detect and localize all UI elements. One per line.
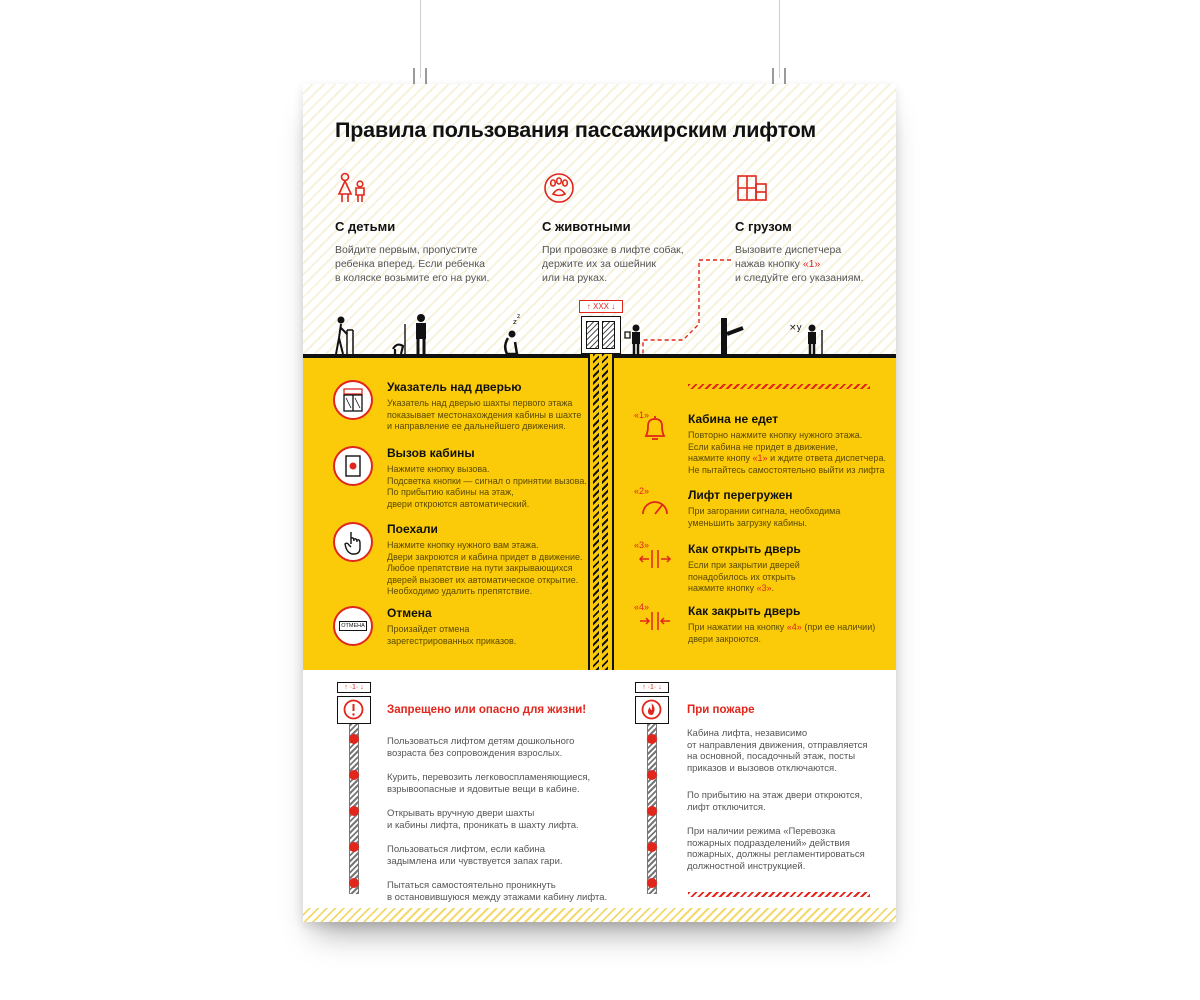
item-heading: Отмена: [387, 606, 432, 620]
svg-text:z: z: [513, 318, 517, 326]
hatch-divider: [688, 384, 870, 389]
item-text: Нажмите кнопку вызова. Подсветка кнопки — сигнал о принятии вызова. По прибытию кабины на этаж, двери откроются автоматический.: [387, 464, 587, 509]
bullet-dot: [349, 842, 359, 852]
elevator-door: [581, 316, 621, 354]
danger-item: Пользоваться лифтом, если кабина задымлена или чувствуется запах гари.: [387, 844, 563, 867]
bullet-dot: [647, 878, 657, 888]
danger-item: Пользоваться лифтом детям дошкольного возраста без сопровождения взрослых.: [387, 736, 575, 759]
fire-icon: [635, 696, 669, 724]
danger-item: Открывать вручную двери шахты и кабины лифта, проникать в шахту лифта.: [387, 808, 579, 831]
rule-heading: С животными: [542, 219, 631, 234]
item-heading: Поехали: [387, 522, 438, 536]
bullet-dot: [349, 878, 359, 888]
hanging-wire-right: [779, 0, 780, 78]
item-heading: Вызов кабины: [387, 446, 475, 460]
poster-title: Правила пользования пассажирским лифтом: [335, 118, 817, 142]
warning-icon: [337, 696, 371, 724]
bullet-dot: [349, 770, 359, 780]
bullet-dot: [349, 806, 359, 816]
item-text: Нажмите кнопку нужного вам этажа. Двери закроются и кабина придет в движение. Любое препятствие на пути закрывающихся дверей вызовет их автоматическое открытие. Необходимо удалить препятствие.: [387, 540, 583, 597]
item-text: Повторно нажмите кнопку нужного этажа. Если кабина не придет в движение, нажмите кнопу «1» и ждите ответа диспетчера. Не пытайтесь самостоятельно выйти из лифта: [688, 430, 886, 475]
elevator-shaft: [588, 354, 614, 670]
item-text: При загорании сигнала, необходима уменьшить загрузку кабины.: [688, 506, 841, 528]
item-heading: Указатель над дверью: [387, 380, 522, 394]
danger-item: Пытаться самостоятельно проникнуть в остановившуюся между этажами кабину лифта.: [387, 880, 608, 903]
bullet-dot: [349, 734, 359, 744]
item-text: Произайдет отмена зарегестрированных приказов.: [387, 624, 517, 646]
call-button-icon: [333, 446, 373, 486]
item-heading: Как открыть дверь: [688, 542, 801, 556]
item-text: При нажатии на кнопку «4» (при ее наличии) двери закроются.: [688, 622, 876, 644]
item-text: Указатель над дверью шахты первого этажа показывает местонахождения кабины в шахте и направление ее дальнейшего движения.: [387, 398, 582, 432]
fire-item: Кабина лифта, независимо от направления движения, отправляется на основной, посадочный этаж, посты приказов и вызовов отключаются.: [687, 728, 868, 774]
fire-heading: При пожаре: [687, 704, 755, 716]
rule-text: Войдите первым, пропустите ребенка вперед. Если ребенка в коляске возьмите его на руки.: [335, 244, 490, 284]
safety-section: [303, 670, 896, 922]
hatch-divider: [688, 892, 870, 897]
cancel-button-icon: [333, 606, 373, 646]
elevator-door-icon: [333, 380, 373, 420]
bullet-dot: [647, 734, 657, 744]
fire-item: При наличии режима «Перевозка пожарных подразделений» действия пожарных, должны регламентироваться должностной инструкцией.: [687, 826, 865, 872]
bottom-stripe: [303, 908, 896, 922]
hanging-wire-left: [420, 0, 421, 78]
svg-text:z: z: [517, 313, 521, 320]
danger-heading: Запрещено или опасно для жизни!: [387, 704, 587, 716]
item-heading: Как закрыть дверь: [688, 604, 801, 618]
cancel-button-label: ОТМЕНА: [339, 621, 367, 631]
danger-item: Курить, перевозить легковоспламеняющиеся, взрывоопасные и ядовитые вещи в кабине.: [387, 772, 591, 795]
danger-indicator: ↑ ·1· ↓: [337, 682, 371, 693]
poster: Правила пользования пассажирским лифтом С детьми Войдите первым, пропустите ребенка вперед. Если ребенка в коляске возьмите его на руки. С животными При провозке в лифте собак, держите их за ошейник или на руках. С грузом Вызовите диспетчера нажав кнопку «1» и следуйте его указаниям. z z ×y ↑ XXX ↓ Указатель над дверью Указатель над дверью шахты первого этажа показывает местонахождения кабины в шахте и направление ее дальнейшего движения. Вызов кабины Нажмите кнопку вызова. Подсветка кнопки — сигнал о принятии вызова. По прибытию кабины на этаж, двери откроются автоматический. Поехали Нажмите кнопку нужного вам этажа. Двери закроются и кабина придет в движение. Любое препятствие на пути закрывающихся дверей вызовет их автоматическое открытие. Необходимо удалить препятствие. ОТМЕНА Отмена Произайдет отмена зарегестрированных приказов. «1» Кабина не едет Повторно нажмите кнопку нужного этажа. Если кабина не придет в движение, нажмите кнопу «1» и ждите ответа диспетчера. Не пытайтесь самостоятельно выйти из лифта «2» Лифт перегружен При загорании сигнала, необходима уменьшить загрузку кабины. «3» Как открыть дверь Если при закрытии дверей понадобилось их открыть нажмите кнопку «3». «4» Как закрыть дверь При нажатии на кнопку «4» (при ее наличии) двери закроются. ↑ ·1· ↓ Запрещено или опасно для жизни! Пользоваться лифтом детям дошкольного возраста без сопровождения взрослых. Курить, перевозить легковоспламеняющиеся, взрывоопасные и ядовитые вещи в кабине. Открывать вручную двери шахты и кабины лифта, проникать в шахту лифта. Пользоваться лифтом, если кабина задымлена или чувствуется запах гари. Пытаться самостоятельно проникнуть в остановившуюся между этажами кабину лифта. ↑ ·1· ↓ При пожаре Кабина лифта, независимо от направления движения, отправляется на основной, посадочный этаж, посты приказов и вызовов отключаются. По прибытию на этаж двери откроются, лифт отключится. При наличии режима «Перевозка пожарных подразделений» действия пожарных, должны регламентироваться должностной инструкцией.: [303, 84, 896, 922]
bullet-dot: [647, 842, 657, 852]
item-text: Если при закрытии дверей понадобилось их открыть нажмите кнопку «3».: [688, 560, 800, 594]
elevator-indicator: ↑ XXX ↓: [579, 300, 623, 313]
bell-icon: [640, 414, 670, 442]
fire-indicator: ↑ ·1· ↓: [635, 682, 669, 693]
svg-text:×y: ×y: [789, 323, 802, 333]
fire-item: По прибытию на этаж двери откроются, лифт отключится.: [687, 790, 863, 813]
gauge-icon: [640, 492, 670, 518]
hand-pointer-icon: [333, 522, 373, 562]
rule-text: Вызовите диспетчера нажав кнопку «1» и следуйте его указаниям.: [735, 244, 864, 284]
rule-heading: С грузом: [735, 219, 792, 234]
rule-heading: С детьми: [335, 219, 396, 234]
rule-text: При провозке в лифте собак, держите их за ошейник или на руках.: [542, 244, 684, 284]
bullet-dot: [647, 770, 657, 780]
bullet-dot: [647, 806, 657, 816]
door-close-icon: [638, 610, 672, 632]
item-heading: Кабина не едет: [688, 412, 779, 426]
door-open-icon: [638, 548, 672, 570]
item-heading: Лифт перегружен: [688, 488, 793, 502]
